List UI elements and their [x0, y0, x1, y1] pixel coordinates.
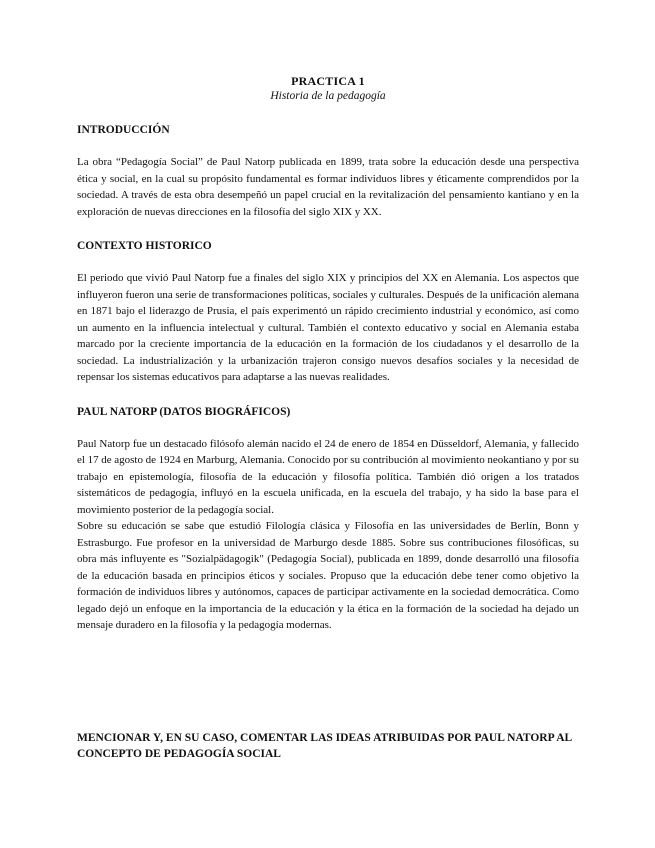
section-paragraph: La obra “Pedagogía Social” de Paul Natorp publicada en 1899, trata sobre la educación desde una perspectiva ética y social, en la cual su propósito fundamental es formar individuos libres y éticamente comprendidos por la sociedad. A través de esta obra desempeñó un papel crucial en la revitalización del pensamiento kantiano y en la exploración de nuevas direcciones en la filosofía del siglo XIX y XX. — [77, 156, 579, 218]
section-paragraph: Sobre su educación se sabe que estudió Filología clásica y Filosofía en las universidades de Berlín, Bonn y Estrasburgo. Fue profesor en la universidad de Marburgo desde 1885. Sobre sus contribuciones filosóficas, su obra más influyente es "Sozialpädagogik" (Pedagogía Social), publicada en 1899, donde desarrolló una filosofía de la educación basada en principios éticos y sociales. Propuso que la educación debe tener como objetivo la formación de individuos libres y autónomos, capaces de participar activamente en la sociedad democrática. Como legado dejó un enfoque en la importancia de la educación y la ética en la formación de la sociedad ha dejado un mensaje duradero en la filosofía y la pedagogía modernas. — [77, 520, 579, 631]
document-title: PRACTICA 1 — [291, 74, 365, 88]
section-contexto-historico — [77, 239, 579, 386]
section-introduccion — [77, 123, 579, 220]
document-subtitle: Historia de la pedagogía — [270, 90, 386, 102]
section-heading: PAUL NATORP (DATOS BIOGRÁFICOS) — [77, 405, 291, 418]
section-paragraph: Paul Natorp fue un destacado filósofo alemán nacido el 24 de enero de 1854 en Düsseldorf, Alemania, y fallecido el 17 de agosto de 1924 en Marburg, Alemania. Conocido por su contribución al movimiento neokantiano y por su trabajo en epistemología, filosofía de la educación y filosofía política. También dió origen a los tratados sistemáticos de pedagogía, influyó en la escuela unificada, en la escuela del trabajo, y ha sido la base para el movimiento posterior de la pedagogía social. — [77, 437, 579, 516]
title-block — [77, 74, 579, 103]
section-heading: CONTEXTO HISTORICO — [77, 240, 212, 252]
section-heading: INTRODUCCIÓN — [77, 124, 170, 136]
section-datos-biograficos — [77, 405, 579, 634]
section-paragraph: El periodo que vivió Paul Natorp fue a finales del siglo XIX y principios del XX en Alemania. Los aspectos que influyeron fueron una serie de transformaciones políticas, sociales y culturales. Después de la unificación alemana en 1871 bajo el liderazgo de Prusia, el país experimentó un rápido crecimiento industrial y económico, así como un aumento en la influencia intelectual y cultural. También el contexto educativo y social en Alemania estaba marcado por la creciente importancia de la educación en la formación de los ciudadanos y el desarrollo de la sociedad. La industrialización y la urbanización trajeron consigo nuevos desafíos sociales y la necesidad de repensar los sistemas educativos para adaptarse a las nuevas realidades. — [77, 272, 579, 383]
final-question-heading: MENCIONAR Y, EN SU CASO, COMENTAR LAS IDEAS ATRIBUIDAS POR PAUL NATORP AL CONCEPTO DE PEDAGOGÍA SOCIAL — [77, 732, 572, 760]
